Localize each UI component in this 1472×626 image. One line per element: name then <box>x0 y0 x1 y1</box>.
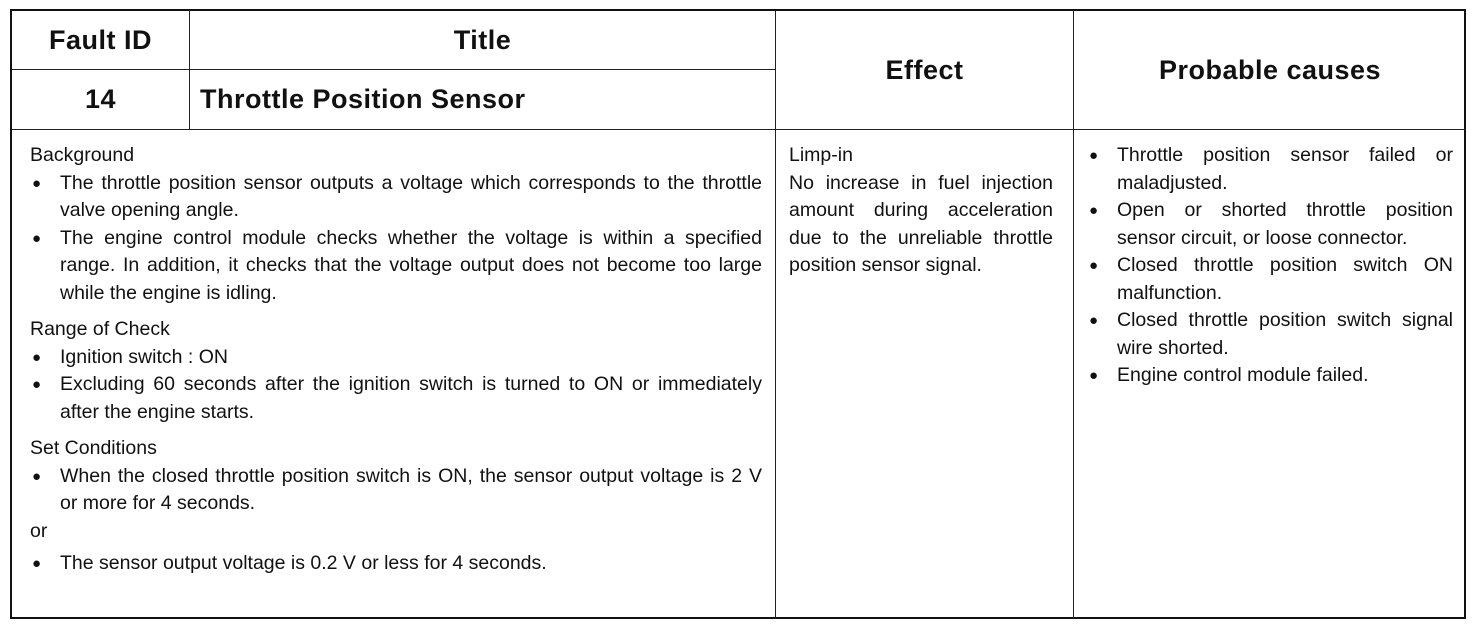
cause-item-3: ● Closed throttle position switch ON malfunction. <box>1087 252 1453 307</box>
range-item-2: ● Excluding 60 seconds after the ignition switch is turned to ON or immediately after the engine starts. <box>30 371 762 426</box>
probable-causes-header: Probable causes <box>1158 54 1382 85</box>
or-text: or <box>30 519 48 542</box>
title-value: Throttle Position Sensor <box>200 84 526 114</box>
effect-column <box>789 142 1053 280</box>
fault-id-value: 14 <box>84 84 117 114</box>
probable-causes-column <box>1087 142 1453 390</box>
cause-item-4: ● Closed throttle position switch signal wire shorted. <box>1087 307 1453 362</box>
range-of-check-heading: Range of Check <box>30 318 170 340</box>
background-section <box>30 142 762 307</box>
fault-id-header: Fault ID <box>49 24 152 55</box>
background-heading: Background <box>30 144 135 166</box>
background-item-2: ● The engine control module checks whether the voltage is within a specified range. In addition, it checks that the voltage output does not become too large while the engine is idling. <box>30 225 762 308</box>
fault-table <box>10 9 1466 619</box>
effect-heading: Limp-in <box>789 144 853 166</box>
set-conditions-heading: Set Conditions <box>30 437 157 459</box>
set-conditions-section <box>30 435 762 578</box>
cause-item-5: ● Engine control module failed. <box>1087 362 1453 390</box>
range-of-check-section <box>30 316 762 426</box>
set-condition-item-1: ● When the closed throttle position switch is ON, the sensor output voltage is 2 V or more for 4 seconds. <box>30 463 762 518</box>
range-item-1: ● Ignition switch : ON <box>30 344 762 372</box>
effect-text: No increase in fuel injection amount during acceleration due to the unreliable throttle position sensor signal. <box>789 171 1053 276</box>
title-header: Title <box>453 24 512 55</box>
divider-header-body <box>12 129 1466 130</box>
cause-item-2: ● Open or shorted throttle position sensor circuit, or loose connector. <box>1087 197 1453 252</box>
set-condition-item-2: ● The sensor output voltage is 0.2 V or less for 4 seconds. <box>30 550 762 578</box>
effect-header: Effect <box>885 54 964 85</box>
cause-item-1: ● Throttle position sensor failed or maladjusted. <box>1087 142 1453 197</box>
description-column <box>30 142 762 587</box>
background-item-1: ● The throttle position sensor outputs a voltage which corresponds to the throttle valve opening angle. <box>30 170 762 225</box>
